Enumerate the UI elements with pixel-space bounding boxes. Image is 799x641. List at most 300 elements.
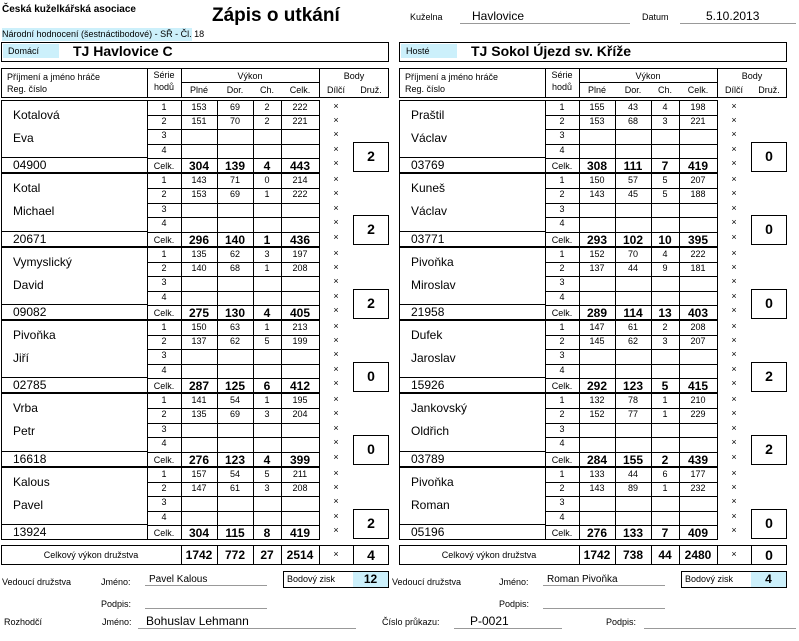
col-series-label: Série bbox=[153, 70, 175, 80]
series-number: 2 bbox=[161, 483, 167, 493]
player-total-value: 10 bbox=[658, 233, 672, 247]
series-total-label: Celk. bbox=[551, 308, 573, 318]
series-value: 222 bbox=[292, 189, 308, 199]
cross-mark: × bbox=[731, 129, 737, 139]
team-total-label: Celkový výkon družstva bbox=[441, 550, 537, 560]
series-value: 3 bbox=[264, 483, 270, 493]
cross-mark: × bbox=[333, 262, 339, 272]
series-value: 63 bbox=[229, 322, 240, 332]
player-total-value: 296 bbox=[188, 233, 210, 247]
grid-divider bbox=[281, 173, 282, 247]
player-total-value: 419 bbox=[289, 526, 311, 540]
grid-divider bbox=[679, 320, 680, 393]
cross-mark: × bbox=[731, 423, 737, 433]
reg-divider bbox=[1, 231, 147, 232]
series-value: 1 bbox=[264, 189, 270, 199]
series-total-label: Celk. bbox=[551, 161, 573, 171]
series-value: 2 bbox=[264, 102, 270, 112]
player-total-value: 1 bbox=[263, 233, 271, 247]
cross-mark: × bbox=[333, 496, 339, 506]
player-firstname: Petr bbox=[13, 424, 36, 438]
player-firstname: Eva bbox=[13, 131, 34, 145]
series-number: 1 bbox=[161, 249, 167, 259]
grid-divider bbox=[281, 247, 282, 320]
grid-divider bbox=[181, 467, 182, 540]
series-value: 211 bbox=[292, 469, 308, 479]
col-miss-label: Ch. bbox=[259, 85, 274, 95]
player-reg-number: 02785 bbox=[13, 378, 47, 392]
player-total-value: 8 bbox=[263, 526, 271, 540]
grid-divider bbox=[651, 320, 652, 393]
player-reg-number: 16618 bbox=[13, 452, 47, 466]
leader-label: Vedoucí družstva bbox=[2, 577, 72, 587]
cross-mark: × bbox=[333, 511, 339, 521]
series-value: 57 bbox=[627, 175, 638, 185]
series-value: 147 bbox=[589, 322, 605, 332]
series-number: 4 bbox=[161, 145, 167, 155]
series-total-label: Celk. bbox=[153, 455, 175, 465]
series-value: 69 bbox=[229, 102, 240, 112]
col-reg-label: Reg. číslo bbox=[405, 84, 446, 94]
player-total-value: 130 bbox=[224, 306, 246, 320]
venue-label: Kuželna bbox=[410, 12, 443, 22]
points-gain-label: Bodový zisk bbox=[685, 574, 734, 584]
series-number: 1 bbox=[559, 395, 565, 405]
series-number: 1 bbox=[559, 102, 565, 112]
series-value: 70 bbox=[627, 249, 638, 259]
grid-divider bbox=[579, 100, 580, 173]
grid-divider bbox=[253, 393, 254, 467]
cross-mark: × bbox=[731, 203, 737, 213]
series-value: 132 bbox=[589, 395, 605, 405]
grid-divider bbox=[217, 393, 218, 467]
series-number: 1 bbox=[161, 175, 167, 185]
header-divider bbox=[717, 68, 718, 98]
header-divider bbox=[579, 68, 580, 98]
series-value: 135 bbox=[191, 409, 207, 419]
series-number: 1 bbox=[559, 322, 565, 332]
col-total-label: Celk. bbox=[289, 85, 311, 95]
player-points: 0 bbox=[765, 221, 773, 237]
col-series-label2: hodů bbox=[551, 82, 573, 92]
grid-divider bbox=[147, 320, 148, 393]
col-partial-label: Dílčí bbox=[725, 85, 743, 95]
series-number: 2 bbox=[559, 483, 565, 493]
series-value: 155 bbox=[589, 102, 605, 112]
grid-divider bbox=[545, 467, 546, 540]
player-total-value: 287 bbox=[188, 379, 210, 393]
series-value: 62 bbox=[229, 249, 240, 259]
series-number: 2 bbox=[559, 189, 565, 199]
player-total-value: 284 bbox=[586, 453, 608, 467]
grid-divider bbox=[679, 173, 680, 247]
player-surname: Dufek bbox=[411, 328, 443, 342]
series-number: 1 bbox=[559, 249, 565, 259]
player-total-value: 125 bbox=[224, 379, 246, 393]
series-value: 197 bbox=[292, 249, 308, 259]
player-surname: Kotalová bbox=[13, 108, 60, 122]
series-value: 54 bbox=[229, 395, 240, 405]
series-value: 70 bbox=[229, 116, 240, 126]
series-value: 1 bbox=[264, 395, 270, 405]
series-number: 2 bbox=[559, 116, 565, 126]
grid-divider bbox=[615, 393, 616, 467]
player-total-value: 419 bbox=[687, 159, 709, 173]
player-total-value: 399 bbox=[289, 453, 311, 467]
series-value: 207 bbox=[690, 175, 706, 185]
series-value: 143 bbox=[589, 483, 605, 493]
series-value: 3 bbox=[662, 336, 668, 346]
player-total-value: 155 bbox=[622, 453, 644, 467]
cross-mark: × bbox=[731, 378, 737, 388]
grid-divider bbox=[147, 173, 148, 247]
series-number: 3 bbox=[161, 130, 167, 140]
date-label: Datum bbox=[642, 12, 669, 22]
cross-mark: × bbox=[333, 394, 339, 404]
series-value: 208 bbox=[292, 263, 308, 273]
series-value: 198 bbox=[690, 102, 706, 112]
cross-mark: × bbox=[333, 305, 339, 315]
player-total-value: 13 bbox=[658, 306, 672, 320]
reg-divider bbox=[1, 524, 147, 525]
series-value: 229 bbox=[690, 409, 706, 419]
col-full-label: Plné bbox=[189, 85, 208, 95]
player-total-value: 7 bbox=[661, 526, 669, 540]
cross-mark: × bbox=[731, 232, 737, 242]
player-reg-number: 04900 bbox=[13, 158, 47, 172]
series-number: 4 bbox=[559, 438, 565, 448]
player-surname: Pivoňka bbox=[411, 255, 454, 269]
player-points: 2 bbox=[765, 368, 773, 384]
cross-mark: × bbox=[333, 188, 339, 198]
grid-divider bbox=[679, 247, 680, 320]
reg-divider bbox=[399, 524, 545, 525]
series-value: 152 bbox=[589, 409, 605, 419]
series-total-label: Celk. bbox=[153, 235, 175, 245]
series-value: 153 bbox=[589, 116, 605, 126]
series-value: 44 bbox=[627, 469, 638, 479]
series-value: 6 bbox=[662, 469, 668, 479]
series-value: 151 bbox=[191, 116, 207, 126]
series-value: 195 bbox=[292, 395, 308, 405]
series-number: 3 bbox=[161, 424, 167, 434]
series-number: 3 bbox=[559, 424, 565, 434]
player-surname: Vymyslický bbox=[13, 255, 72, 269]
player-total-value: 4 bbox=[263, 453, 271, 467]
player-reg-number: 03789 bbox=[411, 452, 445, 466]
grid-divider bbox=[615, 320, 616, 393]
series-value: 1 bbox=[264, 322, 270, 332]
series-value: 221 bbox=[292, 116, 308, 126]
series-value: 4 bbox=[662, 102, 668, 112]
cross-mark: × bbox=[333, 525, 339, 535]
cross-mark: × bbox=[333, 248, 339, 258]
team-total-value: 2480 bbox=[684, 548, 712, 562]
series-value: 222 bbox=[690, 249, 706, 259]
cross-mark: × bbox=[731, 174, 737, 184]
player-firstname: Václav bbox=[411, 204, 448, 218]
series-number: 4 bbox=[161, 512, 167, 522]
player-reg-number: 20671 bbox=[13, 232, 47, 246]
points-gain-value: 4 bbox=[751, 572, 786, 587]
series-number: 4 bbox=[559, 365, 565, 375]
player-reg-number: 03771 bbox=[411, 232, 445, 246]
grid-divider bbox=[615, 100, 616, 173]
series-value: 62 bbox=[627, 336, 638, 346]
team-side-label: Hosté bbox=[401, 44, 457, 58]
series-number: 1 bbox=[161, 469, 167, 479]
series-value: 69 bbox=[229, 189, 240, 199]
player-total-value: 436 bbox=[289, 233, 311, 247]
series-total-label: Celk. bbox=[551, 235, 573, 245]
total-divider bbox=[253, 545, 254, 565]
reg-divider bbox=[1, 377, 147, 378]
col-performance-label: Výkon bbox=[237, 71, 263, 81]
series-value: 2 bbox=[662, 322, 668, 332]
player-points: 2 bbox=[367, 148, 375, 164]
player-surname: Vrba bbox=[13, 401, 38, 415]
card-number-label: Číslo průkazu: bbox=[382, 617, 440, 627]
series-value: 177 bbox=[690, 469, 706, 479]
header-divider bbox=[147, 68, 148, 98]
player-total-value: 276 bbox=[188, 453, 210, 467]
series-value: 5 bbox=[264, 469, 270, 479]
player-total-value: 102 bbox=[622, 233, 644, 247]
grid-divider bbox=[253, 467, 254, 540]
cross-mark: × bbox=[731, 496, 737, 506]
grid-divider bbox=[679, 100, 680, 173]
player-total-value: 2 bbox=[661, 453, 669, 467]
series-value: 137 bbox=[589, 263, 605, 273]
cross-mark: × bbox=[333, 364, 339, 374]
cross-mark: × bbox=[731, 276, 737, 286]
page-title: Zápis o utkání bbox=[212, 5, 340, 26]
series-number: 2 bbox=[559, 336, 565, 346]
cross-mark: × bbox=[731, 262, 737, 272]
series-value: 68 bbox=[627, 116, 638, 126]
series-value: 89 bbox=[627, 483, 638, 493]
series-value: 1 bbox=[662, 395, 668, 405]
series-value: 214 bbox=[292, 175, 308, 185]
series-value: 9 bbox=[662, 263, 668, 273]
player-total-value: 293 bbox=[586, 233, 608, 247]
header-sub-divider bbox=[579, 82, 717, 83]
series-value: 208 bbox=[690, 322, 706, 332]
leader-name-label: Jméno: bbox=[101, 577, 131, 587]
grid-divider bbox=[147, 247, 148, 320]
series-value: 54 bbox=[229, 469, 240, 479]
referee-name-label: Jméno: bbox=[102, 617, 132, 627]
series-value: 153 bbox=[191, 189, 207, 199]
player-points: 0 bbox=[765, 148, 773, 164]
cross-mark: × bbox=[731, 437, 737, 447]
series-value: 232 bbox=[690, 483, 706, 493]
series-value: 62 bbox=[229, 336, 240, 346]
series-total-label: Celk. bbox=[551, 455, 573, 465]
series-number: 2 bbox=[161, 116, 167, 126]
team-points: 0 bbox=[765, 547, 773, 563]
referee-name: Bohuslav Lehmann bbox=[138, 614, 356, 629]
series-total-label: Celk. bbox=[551, 381, 573, 391]
player-points: 0 bbox=[367, 441, 375, 457]
col-series-label: Série bbox=[551, 70, 573, 80]
series-value: 199 bbox=[292, 336, 308, 346]
player-total-value: 115 bbox=[225, 526, 245, 540]
series-value: 222 bbox=[292, 102, 308, 112]
grid-divider bbox=[147, 467, 148, 540]
player-firstname: Oldřich bbox=[411, 424, 450, 438]
grid-divider bbox=[217, 320, 218, 393]
series-number: 4 bbox=[161, 218, 167, 228]
cross-mark: × bbox=[731, 321, 737, 331]
cross-mark: × bbox=[333, 129, 339, 139]
player-firstname: Miroslav bbox=[411, 278, 456, 292]
cross-mark: × bbox=[333, 217, 339, 227]
series-value: 5 bbox=[264, 336, 270, 346]
cross-mark: × bbox=[731, 335, 737, 345]
total-divider bbox=[651, 545, 652, 565]
leader-sign-label: Podpis: bbox=[101, 599, 132, 609]
player-total-value: 412 bbox=[289, 379, 311, 393]
player-reg-number: 03769 bbox=[411, 158, 445, 172]
grid-divider bbox=[545, 393, 546, 467]
reg-divider bbox=[399, 157, 545, 158]
cross-mark: × bbox=[333, 101, 339, 111]
points-gain-value: 12 bbox=[353, 572, 388, 587]
team-total-value: 738 bbox=[622, 548, 644, 562]
series-value: 43 bbox=[627, 102, 638, 112]
cross-mark: × bbox=[333, 378, 339, 388]
series-value: 3 bbox=[264, 249, 270, 259]
col-partial-label: Dílčí bbox=[327, 85, 345, 95]
col-points-label: Body bbox=[741, 71, 763, 81]
col-full-label: Plné bbox=[587, 85, 606, 95]
player-total-value: 4 bbox=[263, 306, 271, 320]
grid-divider bbox=[253, 320, 254, 393]
player-total-value: 139 bbox=[224, 159, 246, 173]
player-reg-number: 09082 bbox=[13, 305, 47, 319]
player-total-value: 276 bbox=[586, 526, 608, 540]
reg-divider bbox=[399, 451, 545, 452]
series-value: 5 bbox=[662, 175, 668, 185]
player-surname: Pivoňka bbox=[13, 328, 56, 342]
series-value: 1 bbox=[264, 263, 270, 273]
grid-divider bbox=[181, 173, 182, 247]
series-number: 2 bbox=[559, 263, 565, 273]
series-number: 4 bbox=[559, 512, 565, 522]
leader-signature-field bbox=[543, 596, 665, 609]
series-value: 61 bbox=[229, 483, 240, 493]
series-value: 3 bbox=[662, 116, 668, 126]
series-value: 141 bbox=[191, 395, 207, 405]
player-firstname: Václav bbox=[411, 131, 448, 145]
col-total-label: Celk. bbox=[687, 85, 709, 95]
cross-mark: × bbox=[731, 115, 737, 125]
player-surname: Kalous bbox=[13, 475, 50, 489]
player-total-value: 6 bbox=[263, 379, 271, 393]
cross-mark: × bbox=[333, 423, 339, 433]
col-teampts-label: Druž. bbox=[758, 85, 780, 95]
cross-mark: × bbox=[333, 232, 339, 242]
team-points: 4 bbox=[367, 547, 375, 563]
cross-mark: × bbox=[731, 248, 737, 258]
player-reg-number: 15926 bbox=[411, 378, 445, 392]
player-total-value: 111 bbox=[623, 159, 643, 173]
leader-sign-label: Podpis: bbox=[499, 599, 530, 609]
series-value: 207 bbox=[690, 336, 706, 346]
player-surname: Kuneš bbox=[411, 181, 446, 195]
player-total-value: 140 bbox=[224, 233, 246, 247]
team-total-value: 44 bbox=[658, 548, 672, 562]
player-firstname: Pavel bbox=[13, 498, 44, 512]
series-number: 1 bbox=[161, 395, 167, 405]
series-number: 1 bbox=[161, 322, 167, 332]
player-points: 0 bbox=[765, 515, 773, 531]
series-value: 153 bbox=[191, 102, 207, 112]
header-divider bbox=[545, 68, 546, 98]
cross-mark: × bbox=[731, 305, 737, 315]
total-divider bbox=[181, 545, 182, 565]
series-value: 150 bbox=[191, 322, 207, 332]
series-value: 157 bbox=[191, 469, 207, 479]
cross-mark: × bbox=[731, 408, 737, 418]
cross-mark: × bbox=[333, 437, 339, 447]
team-total-value: 772 bbox=[224, 548, 246, 562]
series-value: 3 bbox=[264, 409, 270, 419]
series-number: 2 bbox=[161, 336, 167, 346]
cross-mark: × bbox=[333, 349, 339, 359]
cross-mark: × bbox=[333, 276, 339, 286]
grid-divider bbox=[679, 393, 680, 467]
player-total-value: 7 bbox=[661, 159, 669, 173]
series-value: 69 bbox=[229, 409, 240, 419]
series-number: 3 bbox=[161, 497, 167, 507]
grid-divider bbox=[181, 100, 182, 173]
grid-divider bbox=[579, 467, 580, 540]
series-number: 3 bbox=[559, 350, 565, 360]
reg-divider bbox=[1, 157, 147, 158]
team-name: TJ Havlovice C bbox=[73, 43, 173, 59]
total-divider bbox=[579, 545, 580, 565]
referee-label: Rozhodčí bbox=[4, 617, 43, 627]
grid-divider bbox=[281, 467, 282, 540]
series-number: 3 bbox=[161, 204, 167, 214]
player-firstname: Jaroslav bbox=[411, 351, 456, 365]
series-value: 78 bbox=[627, 395, 638, 405]
grid-divider bbox=[651, 393, 652, 467]
reg-divider bbox=[399, 231, 545, 232]
grid-divider bbox=[253, 173, 254, 247]
player-total-value: 405 bbox=[289, 306, 311, 320]
col-series-label2: hodů bbox=[153, 82, 175, 92]
player-total-value: 403 bbox=[687, 306, 709, 320]
player-total-value: 304 bbox=[188, 526, 210, 540]
col-miss-label: Ch. bbox=[657, 85, 672, 95]
player-total-value: 409 bbox=[687, 526, 709, 540]
grid-divider bbox=[281, 100, 282, 173]
series-value: 4 bbox=[662, 249, 668, 259]
series-value: 143 bbox=[589, 189, 605, 199]
series-value: 181 bbox=[690, 263, 706, 273]
cross-mark: × bbox=[333, 452, 339, 462]
total-divider bbox=[615, 545, 616, 565]
grid-divider bbox=[217, 100, 218, 173]
player-total-value: 308 bbox=[586, 159, 608, 173]
player-total-value: 114 bbox=[623, 306, 643, 320]
player-firstname: Roman bbox=[411, 498, 450, 512]
series-value: 221 bbox=[690, 116, 706, 126]
series-value: 140 bbox=[191, 263, 207, 273]
